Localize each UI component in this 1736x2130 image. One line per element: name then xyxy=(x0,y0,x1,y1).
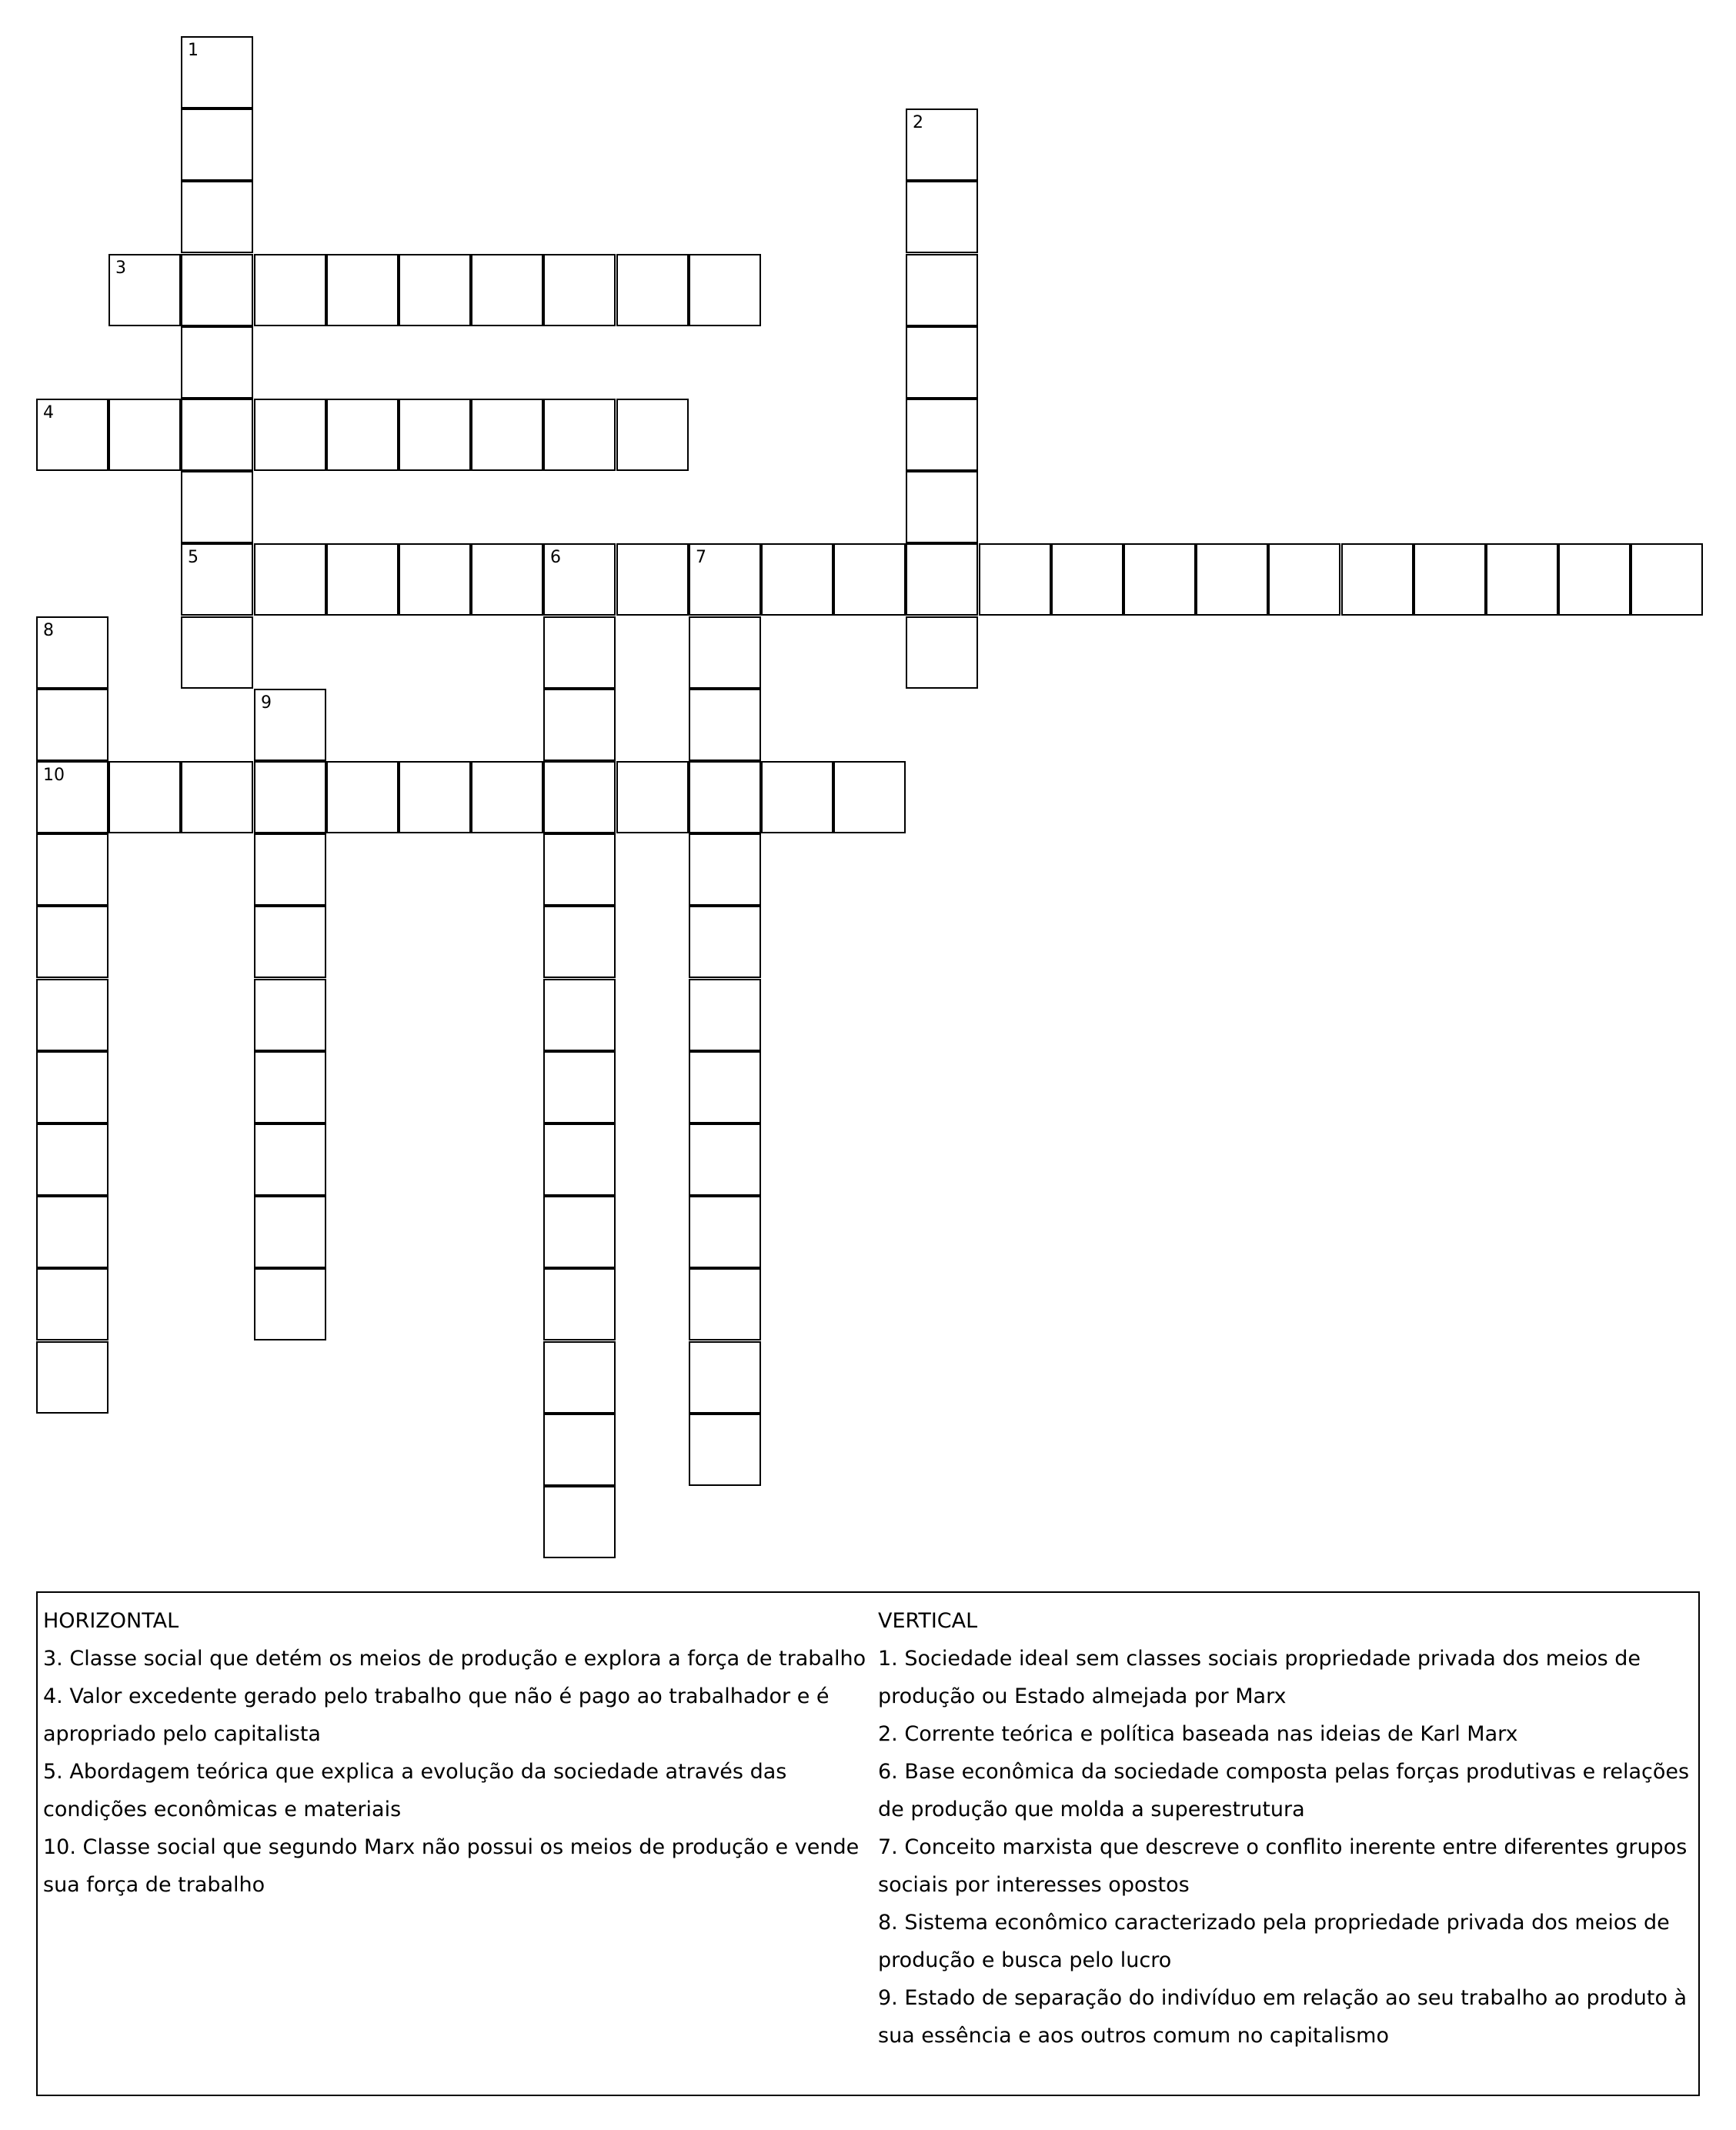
grid-cell[interactable] xyxy=(906,471,978,543)
grid-cell[interactable] xyxy=(36,399,108,471)
grid-cell[interactable] xyxy=(543,1341,616,1414)
grid-cell[interactable] xyxy=(254,1268,326,1340)
horizontal-clue: 4. Valor excedente gerado pelo trabalho que não é pago ao trabalhador e é apropriado pelo capitalista xyxy=(43,1684,830,1746)
grid-cell[interactable] xyxy=(833,761,906,833)
grid-cell[interactable] xyxy=(108,761,181,833)
grid-cell[interactable] xyxy=(979,543,1051,616)
clue-number: 7 xyxy=(696,548,706,567)
grid-cell[interactable] xyxy=(689,616,761,689)
grid-cell[interactable] xyxy=(761,761,833,833)
grid-cell[interactable] xyxy=(254,1051,326,1123)
grid-cell[interactable] xyxy=(36,616,108,689)
grid-cell[interactable] xyxy=(254,399,326,471)
horizontal-clues xyxy=(43,1602,874,1904)
clue-number: 1 xyxy=(188,41,199,60)
grid-cell[interactable] xyxy=(399,254,471,326)
clue-number: 3 xyxy=(115,259,126,278)
grid-cell[interactable] xyxy=(399,399,471,471)
grid-cell[interactable] xyxy=(906,543,978,616)
grid-cell[interactable] xyxy=(543,979,616,1051)
grid-cell[interactable] xyxy=(36,761,108,833)
grid-cell[interactable] xyxy=(543,254,616,326)
grid-cell[interactable] xyxy=(254,689,326,761)
horizontal-clue: 5. Abordagem teórica que explica a evolução da sociedade através das condições econômicas e materiais xyxy=(43,1760,787,1821)
grid-cell[interactable] xyxy=(36,1051,108,1123)
grid-cell[interactable] xyxy=(181,399,253,471)
grid-cell[interactable] xyxy=(471,761,543,833)
grid-cell[interactable] xyxy=(689,906,761,978)
grid-cell[interactable] xyxy=(1123,543,1196,616)
grid-cell[interactable] xyxy=(181,254,253,326)
grid-cell[interactable] xyxy=(616,543,689,616)
grid-cell[interactable] xyxy=(36,1123,108,1196)
grid-cell[interactable] xyxy=(36,906,108,978)
grid-cell[interactable] xyxy=(399,543,471,616)
grid-cell[interactable] xyxy=(689,1123,761,1196)
grid-cell[interactable] xyxy=(616,399,689,471)
grid-cell[interactable] xyxy=(689,1051,761,1123)
grid-cell[interactable] xyxy=(906,254,978,326)
grid-cell[interactable] xyxy=(543,1486,616,1558)
grid-cell[interactable] xyxy=(689,1268,761,1340)
grid-cell[interactable] xyxy=(326,761,399,833)
grid-cell[interactable] xyxy=(761,543,833,616)
grid-cell[interactable] xyxy=(1558,543,1631,616)
grid-cell[interactable] xyxy=(108,399,181,471)
vertical-clue: 7. Conceito marxista que descreve o conflito inerente entre diferentes grupos sociais por interesses opostos xyxy=(878,1835,1688,1897)
grid-cell[interactable] xyxy=(36,1268,108,1340)
grid-cell[interactable] xyxy=(543,833,616,906)
grid-cell[interactable] xyxy=(181,181,253,253)
grid-cell[interactable] xyxy=(689,833,761,906)
grid-cell[interactable] xyxy=(326,254,399,326)
clue-number: 8 xyxy=(43,621,54,640)
grid-cell[interactable] xyxy=(543,1268,616,1340)
grid-cell[interactable] xyxy=(254,761,326,833)
grid-cell[interactable] xyxy=(471,254,543,326)
vertical-clues xyxy=(878,1602,1694,2055)
grid-cell[interactable] xyxy=(181,471,253,543)
grid-cell[interactable] xyxy=(616,761,689,833)
grid-cell[interactable] xyxy=(471,399,543,471)
clue-number: 9 xyxy=(261,693,272,713)
grid-cell[interactable] xyxy=(36,979,108,1051)
grid-cell[interactable] xyxy=(181,109,253,181)
grid-cell[interactable] xyxy=(689,254,761,326)
vertical-clue: 1. Sociedade ideal sem classes sociais propriedade privada dos meios de produção ou Estado almejada por Marx xyxy=(878,1647,1641,1708)
grid-cell[interactable] xyxy=(254,906,326,978)
grid-cell[interactable] xyxy=(254,543,326,616)
grid-cell[interactable] xyxy=(471,543,543,616)
grid-cell[interactable] xyxy=(543,399,616,471)
vertical-clue: 6. Base econômica da sociedade composta pelas forças produtivas e relações de produção que molda a superestrutura xyxy=(878,1760,1690,1821)
grid-cell[interactable] xyxy=(906,326,978,399)
grid-cell[interactable] xyxy=(1196,543,1268,616)
grid-cell[interactable] xyxy=(906,616,978,689)
grid-cell[interactable] xyxy=(906,109,978,181)
vertical-clue: 9. Estado de separação do indivíduo em relação ao seu trabalho ao produto à sua essência e aos outros comum no capitalismo xyxy=(878,1986,1688,2048)
grid-cell[interactable] xyxy=(1631,543,1703,616)
grid-cell[interactable] xyxy=(36,689,108,761)
grid-cell[interactable] xyxy=(689,689,761,761)
grid-cell[interactable] xyxy=(689,761,761,833)
grid-cell[interactable] xyxy=(689,1414,761,1486)
grid-cell[interactable] xyxy=(181,36,253,109)
grid-cell[interactable] xyxy=(36,833,108,906)
grid-cell[interactable] xyxy=(399,761,471,833)
grid-cell[interactable] xyxy=(543,1196,616,1268)
grid-cell[interactable] xyxy=(689,1341,761,1414)
grid-cell[interactable] xyxy=(543,1123,616,1196)
grid-cell[interactable] xyxy=(543,543,616,616)
vertical-heading: VERTICAL xyxy=(878,1609,978,1633)
grid-cell[interactable] xyxy=(254,979,326,1051)
grid-cell[interactable] xyxy=(689,1196,761,1268)
clue-number: 6 xyxy=(550,548,561,567)
grid-cell[interactable] xyxy=(108,254,181,326)
grid-cell[interactable] xyxy=(833,543,906,616)
grid-cell[interactable] xyxy=(36,1196,108,1268)
horizontal-clue: 3. Classe social que detém os meios de produção e explora a força de trabalho xyxy=(43,1647,866,1671)
grid-cell[interactable] xyxy=(326,543,399,616)
horizontal-heading: HORIZONTAL xyxy=(43,1609,179,1633)
clue-number: 4 xyxy=(43,403,54,422)
vertical-clue: 2. Corrente teórica e política baseada nas ideias de Karl Marx xyxy=(878,1722,1518,1746)
clue-number: 2 xyxy=(913,113,923,132)
grid-cell[interactable] xyxy=(254,254,326,326)
grid-cell[interactable] xyxy=(1268,543,1340,616)
clues-box xyxy=(36,1591,1700,2096)
grid-cell[interactable] xyxy=(1486,543,1558,616)
grid-cell[interactable] xyxy=(181,761,253,833)
grid-cell[interactable] xyxy=(254,1123,326,1196)
grid-cell[interactable] xyxy=(906,399,978,471)
clue-number: 5 xyxy=(188,548,199,567)
grid-cell[interactable] xyxy=(254,1196,326,1268)
grid-cell[interactable] xyxy=(181,616,253,689)
grid-cell[interactable] xyxy=(1414,543,1486,616)
grid-cell[interactable] xyxy=(1051,543,1123,616)
grid-cell[interactable] xyxy=(1341,543,1414,616)
grid-cell[interactable] xyxy=(181,543,253,616)
grid-cell[interactable] xyxy=(906,181,978,253)
vertical-clue: 8. Sistema econômico caracterizado pela propriedade privada dos meios de produção e busca pelo lucro xyxy=(878,1911,1670,1972)
grid-cell[interactable] xyxy=(543,761,616,833)
grid-cell[interactable] xyxy=(543,689,616,761)
grid-cell[interactable] xyxy=(543,906,616,978)
clue-number: 10 xyxy=(43,766,65,785)
grid-cell[interactable] xyxy=(543,616,616,689)
grid-cell[interactable] xyxy=(36,1341,108,1414)
grid-cell[interactable] xyxy=(543,1051,616,1123)
grid-cell[interactable] xyxy=(326,399,399,471)
grid-cell[interactable] xyxy=(254,833,326,906)
grid-cell[interactable] xyxy=(689,543,761,616)
grid-cell[interactable] xyxy=(689,979,761,1051)
grid-cell[interactable] xyxy=(181,326,253,399)
horizontal-clue: 10. Classe social que segundo Marx não possui os meios de produção e vende sua força de trabalho xyxy=(43,1835,860,1897)
grid-cell[interactable] xyxy=(616,254,689,326)
grid-cell[interactable] xyxy=(543,1414,616,1486)
